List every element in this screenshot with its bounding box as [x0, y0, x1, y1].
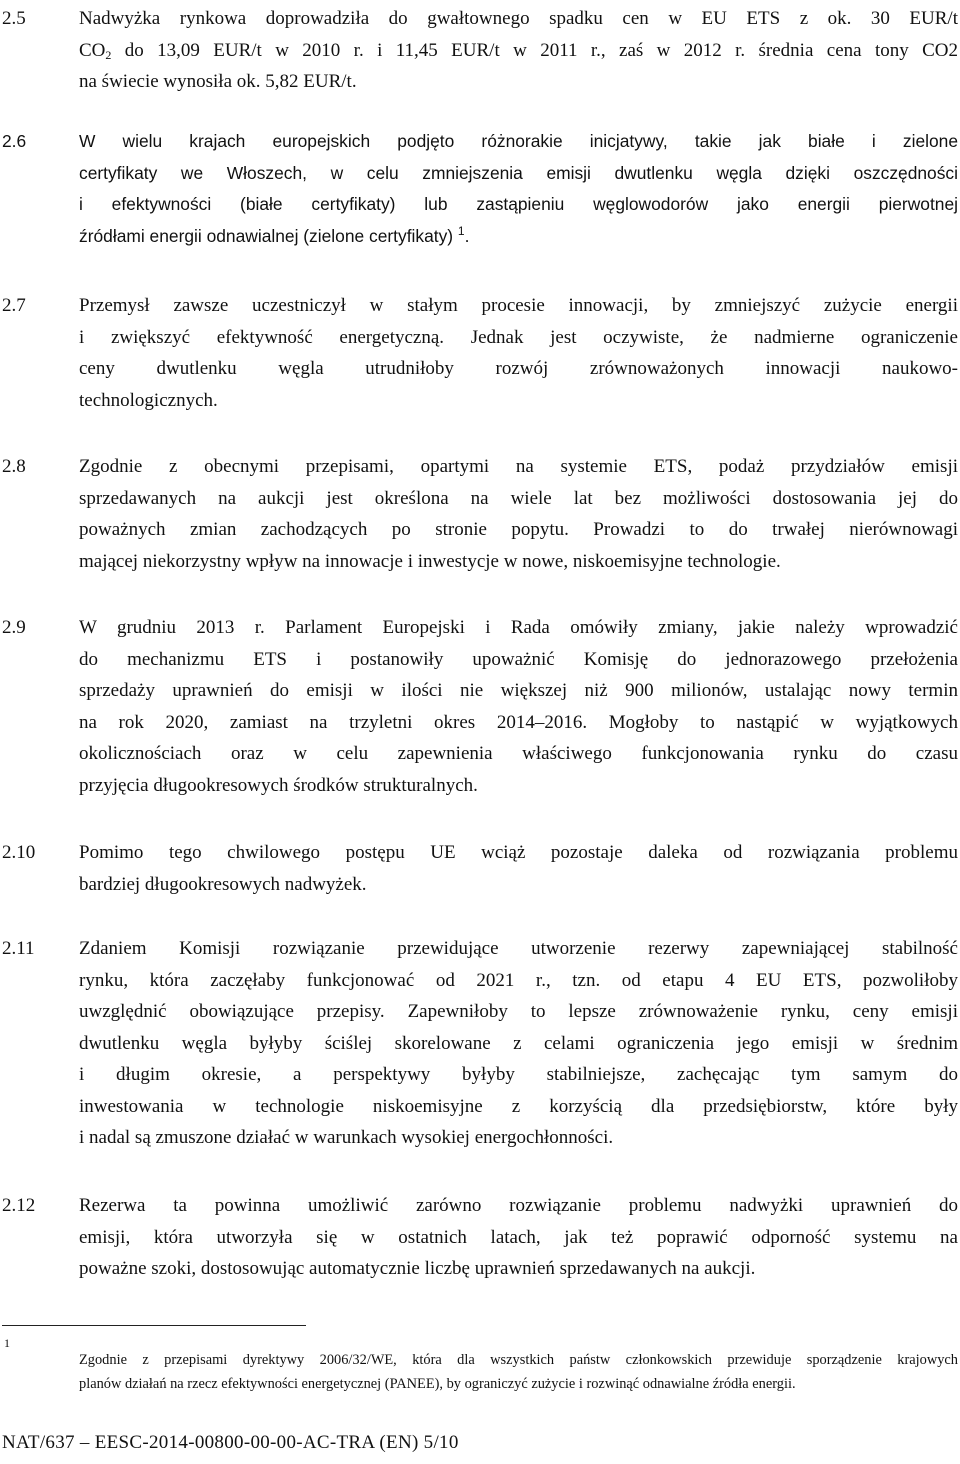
co2-prefix: CO: [79, 39, 106, 61]
paragraph-line: i długim okresie, a perspektywy byłyby stabilniejsze, zachęcając tym samym do: [79, 1064, 958, 1085]
paragraph-line: emisji, która utworzyła się w ostatnich latach, jak też poprawić odporność systemu na: [79, 1226, 958, 1248]
paragraph-line: do mechanizmu ETS i postanowiły upoważnić Komisję do jednorazowego przełożenia: [79, 648, 958, 670]
paragraph-number: 2.7: [2, 295, 26, 316]
paragraph-line: sprzedaży uprawnień do emisji w ilości nie większej niż 900 milionów, ustalając nowy termin: [79, 680, 958, 701]
paragraph-line: sprzedawanych na aukcji jest określona na wiele lat bez możliwości dostosowania jej do: [79, 487, 958, 509]
paragraph-line: Rezerwa ta powinna umożliwić zarówno rozwiązanie problemu nadwyżki uprawnień do: [79, 1195, 958, 1216]
document-footer: NAT/637 – EESC-2014-00800-00-00-AC-TRA (EN) 5/10: [2, 1432, 459, 1453]
paragraph-line: inwestowania w technologie niskoemisyjne z korzyścią dla przedsiębiorstw, które były: [79, 1095, 958, 1117]
paragraph-number: 2.9: [2, 617, 26, 638]
paragraph-text: [79, 933, 958, 1154]
paragraph-line: mającej niekorzystny wpływ na innowacje i inwestycje w nowe, niskoemisyjne technologie.: [79, 550, 781, 572]
paragraph-text: [79, 126, 958, 252]
paragraph-line: i efektywności (białe certyfikaty) lub zastąpieniu węglowodorów jako energii pierwotnej: [79, 194, 958, 214]
paragraph-text: [79, 1190, 958, 1285]
paragraph-line: okolicznościach oraz w celu zapewnienia właściwego funkcjonowania rynku do czasu: [79, 743, 958, 764]
paragraph-text: [79, 612, 958, 801]
paragraph-line: Nadwyżka rynkowa doprowadziła do gwałtownego spadku cen w EU ETS z ok. 30 EUR/t: [79, 8, 958, 29]
paragraph-line: Zgodnie z obecnymi przepisami, opartymi na systemie ETS, podaż przydziałów emisji: [79, 456, 958, 477]
paragraph-number: 2.6: [2, 131, 27, 151]
paragraph-line: poważnych zmian zachodzących po stronie popytu. Prowadzi to do trwałej nierównowagi: [79, 519, 958, 540]
paragraph-line: poważne szoki, dostosowując automatycznie liczbę uprawnień sprzedawanych na aukcji.: [79, 1258, 756, 1279]
footnote-line: Zgodnie z przepisami dyrektywy 2006/32/WE, która dla wszystkich państw członkowskich przewiduje sporządzenie krajowych: [79, 1352, 958, 1368]
paragraph-number: 2.8: [2, 456, 26, 477]
paragraph-line: Pomimo tego chwilowego postępu UE wciąż pozostaje daleka od rozwiązania problemu: [79, 842, 958, 863]
paragraph-line-text: do 13,09 EUR/t w 2010 r. i 11,45 EUR/t w 2011 r., zaś w 2012 r. średnia cena tony CO2: [124, 39, 958, 61]
footnote-line: planów działań na rzecz efektywności energetycznej (PANEE), by ograniczyć zużycie i rozwinąć odnawialne źródła energii.: [79, 1376, 796, 1392]
paragraph-number: 2.10: [2, 842, 36, 863]
paragraph-line: Zdaniem Komisji rozwiązanie przewidujące utworzenie rezerwy zapewniającej stabilność: [79, 938, 958, 959]
paragraph-line: bardziej długookresowych nadwyżek.: [79, 873, 367, 895]
paragraph-line: technologicznych.: [79, 389, 218, 411]
paragraph-line: ceny dwutlenku węgla utrudniłoby rozwój zrównoważonych innowacji naukowo-: [79, 358, 958, 379]
end-punctuation: .: [464, 225, 470, 246]
paragraph-text: [79, 837, 958, 900]
paragraph-line: Przemysł zawsze uczestniczył w stałym procesie innowacji, by zmniejszyć zużycie energii: [79, 295, 958, 316]
paragraph-number: 2.12: [2, 1195, 36, 1216]
paragraph-line: dwutlenku węgla byłyby ściślej skorelowane z celami ograniczenia jego emisji w średnim: [79, 1032, 958, 1054]
paragraph-text: [79, 3, 958, 98]
paragraph-line: rynku, która zaczęłaby funkcjonować od 2021 r., tzn. od etapu 4 EU ETS, pozwoliłoby: [79, 969, 958, 991]
paragraph-line: i zwiększyć efektywność energetyczną. Jednak jest oczywiste, że nadmierne ograniczenie: [79, 326, 958, 348]
paragraph-line: na świecie wynosiła ok. 5,82 EUR/t.: [79, 71, 357, 92]
footnote-text: [79, 1348, 958, 1396]
paragraph-line: na rok 2020, zamiast na trzyletni okres 2014–2016. Mogłoby to nastąpić w wyjątkowych: [79, 711, 958, 733]
paragraph-line: i nadal są zmuszone działać w warunkach wysokiej energochłonności.: [79, 1127, 614, 1148]
paragraph-text: [79, 451, 958, 577]
paragraph-number: 2.11: [2, 938, 35, 959]
footnote-reference[interactable]: 1: [457, 223, 465, 238]
paragraph-line: [79, 35, 958, 67]
paragraph-line: uwzględnić obowiązujące przepisy. Zapewniłoby to lepsze zrównoważenie rynku, ceny emisji: [79, 1001, 958, 1022]
paragraph-line: przyjęcia długookresowych środków strukturalnych.: [79, 774, 478, 796]
paragraph-line: [79, 221, 958, 253]
paragraph-line: certyfikaty we Włoszech, w celu zmniejszenia emisji dwutlenku węgla dzięki oszczędności: [79, 162, 958, 183]
paragraph-number: 2.5: [2, 8, 26, 29]
paragraph-line: W wielu krajach europejskich podjęto różnorakie inicjatywy, takie jak białe i zielone: [79, 131, 958, 151]
paragraph-text: [79, 290, 958, 416]
footnote-separator: [2, 1325, 306, 1326]
paragraph-line-text: źródłami energii odnawialnej (zielone certyfikaty): [79, 225, 454, 246]
co2-subscript: 2: [105, 47, 112, 62]
paragraph-line: W grudniu 2013 r. Parlament Europejski i Rada omówiły zmiany, jakie należy wprowadzić: [79, 617, 958, 638]
footnote-marker: 1: [4, 1336, 10, 1350]
